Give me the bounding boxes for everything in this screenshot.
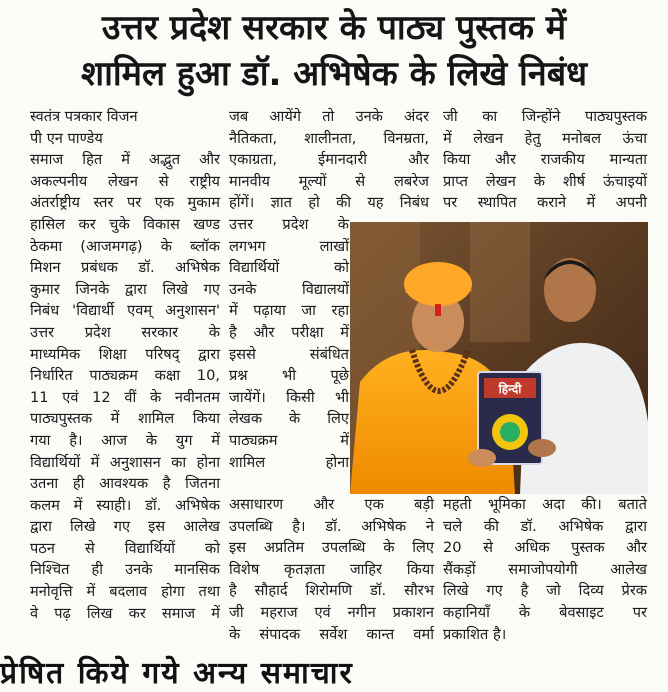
text-line: ठेकमा (आजमगढ़) के ब्लॉक <box>30 237 220 255</box>
bottom-cut-headline: प्रेषित किये गये अन्य समाचार <box>0 656 354 691</box>
text-line: प्रकाशित है। <box>443 625 507 643</box>
text-line: लिखे गए है जो दिव्य प्रेरक <box>443 582 647 600</box>
text-line: प्राप्त लेखन के शीर्ष ऊंचाइयों <box>443 172 647 190</box>
text-line: अकल्पनीय लेखन से राष्ट्रीय <box>30 172 220 190</box>
text-line: जी महराज एवं नगीन प्रकाशन <box>229 603 434 621</box>
text-line: जी का जिन्होंने पाठ्यपुस्तक <box>443 108 647 125</box>
text-line: के संपादक सर्वेश कान्त वर्मा <box>229 625 434 643</box>
text-line: महती भूमिका अदा की। बताते <box>443 496 647 513</box>
text-line: 11 एवं 12 वीं के नवीनतम <box>30 388 220 406</box>
text-line: पाठ्यपुस्तक में शामिल किया <box>30 410 220 428</box>
book-title: हिन्दी <box>498 382 522 396</box>
text-line: किया और राजकीय मान्यता <box>443 151 647 169</box>
text-line: मनोवृत्ति में बदलाव होगा तथा <box>30 583 220 601</box>
text-line: द्वारा लिखे गए इस आलेख <box>30 518 220 536</box>
text-line: प्रश्न भी पूछे <box>229 367 349 385</box>
text-line: लगभग लाखों <box>229 237 349 255</box>
text-line: विशेष कृतज्ञता जाहिर किया <box>229 560 434 578</box>
column-2-top <box>229 106 429 214</box>
text-line: पर स्थापित कराने में अपनी <box>443 194 647 212</box>
headline <box>0 0 668 104</box>
text-line: निबंध 'विद्यार्थी एवम् अनुशासन' <box>30 302 220 320</box>
text-line: पाठ्यक्रम में <box>229 431 349 449</box>
text-line: उत्तर प्रदेश सरकार के <box>30 323 220 341</box>
text-line: स्वतंत्र पत्रकार विजन <box>30 108 138 125</box>
news-photo <box>350 222 648 494</box>
photo-illustration <box>350 222 648 494</box>
text-line: अंतर्राष्ट्रीय स्तर पर एक मुकाम <box>30 194 220 212</box>
column-2-middle <box>229 214 349 473</box>
text-line: पी एन पाण्डेय <box>30 129 103 147</box>
headline-line-1: उत्तर प्रदेश सरकार के पाठ्य पुस्तक में <box>101 8 567 48</box>
text-line: है सौहार्द शिरोमणि डॉ. सौरभ <box>229 582 434 600</box>
text-line: होंगें। ज्ञात हो की यह निबंध <box>229 194 429 212</box>
text-line: 20 से अधिक पुस्तक और <box>443 539 647 557</box>
text-line: समाज हित में अद्भुत और <box>30 151 220 169</box>
text-line: विद्यार्थियों को <box>229 259 349 277</box>
text-line: लेखक के लिए <box>229 410 349 428</box>
text-line: मानवीय मूल्यों से लबरेज <box>229 172 429 190</box>
text-line: एकाग्रता, ईमानदारी और <box>229 151 429 169</box>
text-line: गया है। आज के युग में <box>30 431 220 449</box>
text-line: विद्यार्थियों में अनुशासन का होना <box>30 453 220 471</box>
text-line: है और परीक्षा में <box>229 323 349 341</box>
text-line: सैंकड़ों समाजोपयोगी आलेख <box>443 560 647 578</box>
column-1 <box>30 106 220 624</box>
column-3-bottom <box>443 494 647 645</box>
column-2-bottom <box>229 494 434 645</box>
headline-line-2: शामिल हुआ डॉ. अभिषेक के लिखे निबंध <box>80 54 588 94</box>
text-line: इस अप्रतिम उपलब्धि के लिए <box>229 539 434 557</box>
text-line: वे पढ़ लिख कर समाज में <box>30 604 220 622</box>
text-line: माध्यमिक शिक्षा परिषद् द्वारा <box>30 345 220 363</box>
column-3-top <box>443 106 647 214</box>
text-line: कलम में स्याही। डॉ. अभिषेक <box>30 496 220 514</box>
text-line: हासिल कर चुके विकास खण्ड <box>30 215 220 233</box>
text-line: उनके विद्यालयों <box>229 280 349 298</box>
text-line: में लेखन हेतु मनोबल ऊंचा <box>443 129 647 147</box>
text-line: शामिल होना <box>229 453 349 471</box>
text-line: में पढ़ाया जा रहा <box>229 302 349 320</box>
text-line: उपलब्धि है। डॉ. अभिषेक ने <box>229 517 434 535</box>
text-line: कुमार जिनके द्वारा लिखे गए <box>30 280 220 298</box>
text-line: इससे संबंधित <box>229 345 349 363</box>
text-line: चले की डॉ. अभिषेक द्वारा <box>443 517 647 535</box>
text-line: उत्तर प्रदेश के <box>229 216 349 233</box>
text-line: जायेंगें। किसी भी <box>229 388 349 406</box>
text-line: मिशन प्रबंधक डॉ. अभिषेक <box>30 259 220 277</box>
text-line: नैतिकता, शालीनता, विनम्रता, <box>229 129 429 147</box>
text-line: निश्चित ही उनके मानसिक <box>30 561 220 579</box>
text-line: कहानियाँ के बेवसाइट पर <box>443 603 647 621</box>
text-line: जब आयेंगे तो उनके अंदर <box>229 108 429 125</box>
text-line: उतना ही आवश्यक है जितना <box>30 475 220 493</box>
text-line: पठन से विद्यार्थियों को <box>30 539 220 557</box>
text-line: असाधारण और एक बड़ी <box>229 496 434 513</box>
text-line: निर्धारित पाठ्यक्रम कक्षा 10, <box>30 367 220 385</box>
